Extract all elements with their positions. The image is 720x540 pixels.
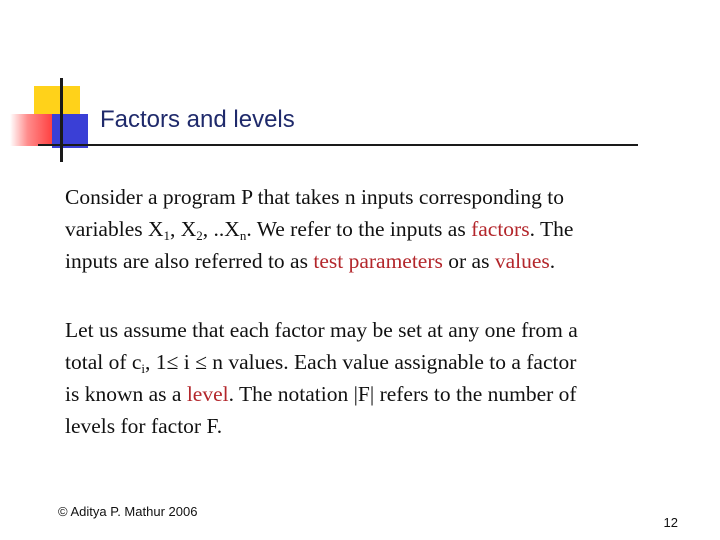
text: , ..X bbox=[202, 217, 240, 241]
term-level: level bbox=[186, 382, 229, 406]
blue-square bbox=[52, 114, 88, 148]
text: , 1≤ i ≤ n values. Each value assignable to a factor bbox=[145, 350, 577, 374]
subscript: i bbox=[141, 361, 146, 376]
paragraph-levels bbox=[65, 314, 685, 442]
vertical-rule bbox=[60, 78, 63, 162]
copyright-footer: © Aditya P. Mathur 2006 bbox=[58, 504, 198, 519]
term-factors: factors bbox=[471, 217, 530, 241]
text: is known as a bbox=[65, 382, 187, 406]
para2-line3 bbox=[65, 378, 685, 410]
para1-line3 bbox=[65, 245, 685, 277]
title-underline-rule bbox=[38, 144, 638, 146]
text: . The bbox=[529, 217, 574, 241]
para1-line2 bbox=[65, 213, 685, 245]
red-gradient-square bbox=[10, 114, 54, 146]
text: total of c bbox=[65, 350, 142, 374]
subscript: n bbox=[239, 228, 247, 243]
term-test-parameters: test parameters bbox=[313, 249, 443, 273]
text: . bbox=[549, 249, 556, 273]
text: inputs are also referred to as bbox=[65, 249, 314, 273]
term-values: values bbox=[494, 249, 550, 273]
paragraph-factors bbox=[65, 181, 685, 277]
text: variables X bbox=[65, 217, 164, 241]
para2-line2 bbox=[65, 346, 685, 378]
para1-line1: Consider a program P that takes n inputs corresponding to bbox=[65, 185, 564, 209]
para2-line4: levels for factor F. bbox=[65, 414, 223, 438]
text: or as bbox=[442, 249, 495, 273]
subscript: 2 bbox=[196, 228, 203, 243]
subscript: 1 bbox=[163, 228, 171, 243]
para2-line1: Let us assume that each factor may be set at any one from a bbox=[65, 318, 578, 342]
page-number: 12 bbox=[663, 515, 678, 530]
text: . We refer to the inputs as bbox=[246, 217, 472, 241]
text: . The notation |F| refers to the number of bbox=[228, 382, 577, 406]
slide-title: Factors and levels bbox=[100, 106, 295, 133]
text: , X bbox=[170, 217, 197, 241]
